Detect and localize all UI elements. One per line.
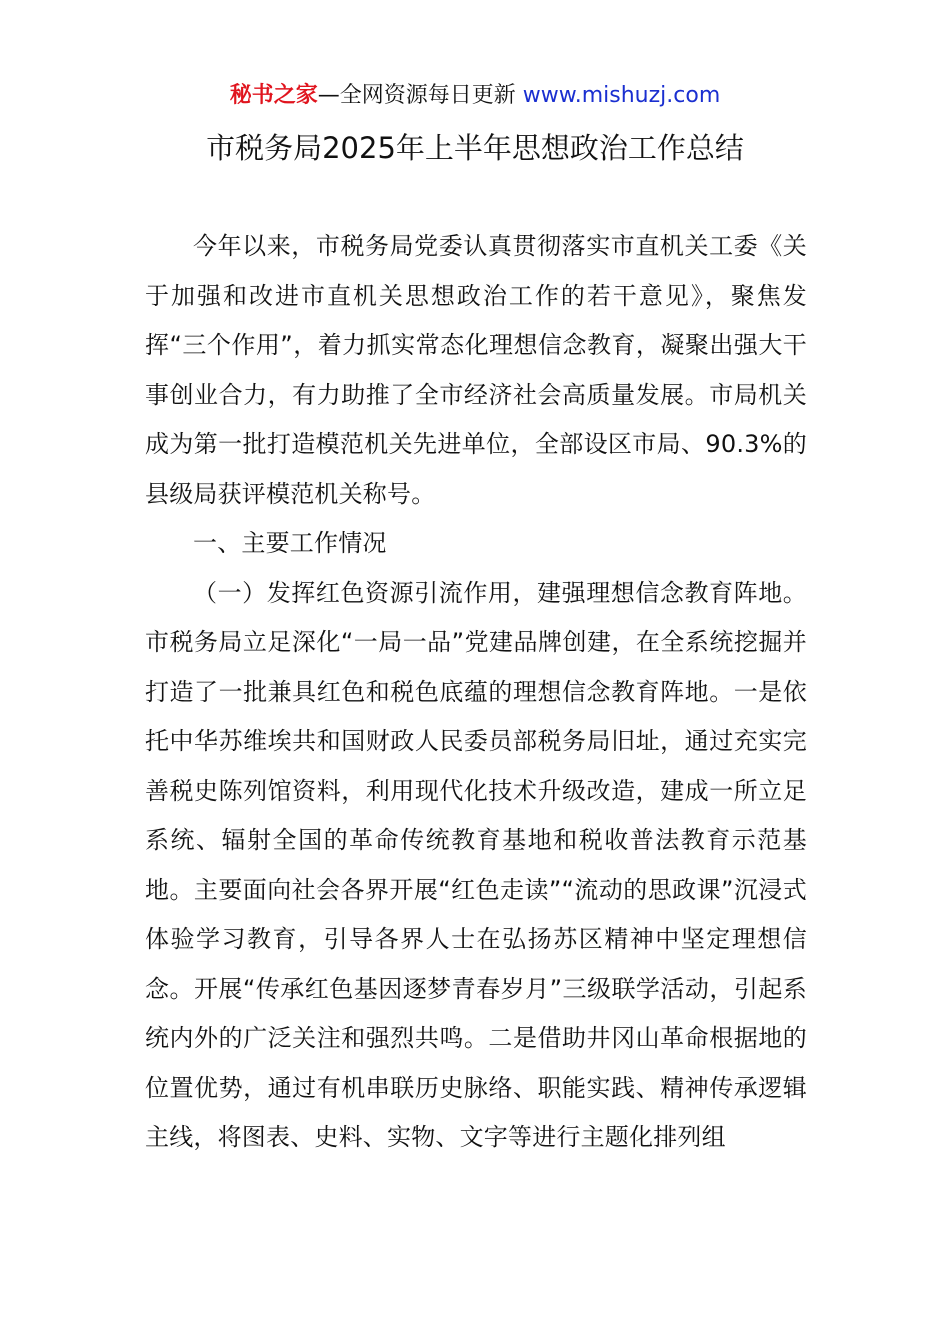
document-body [145, 222, 807, 1163]
intro-paragraph: 今年以来，市税务局党委认真贯彻落实市直机关工委《关于加强和改进市直机关思想政治工作的若干意见》，聚焦发挥“三个作用”，着力抓实常态化理想信念教育，凝聚出强大干事创业合力，有力助推了全市经济社会高质量发展。市局机关成为第一批打造模范机关先进单位，全部设区市局、90.3%的县级局获评模范机关称号。 [145, 232, 807, 508]
subsection-paragraph: （一）发挥红色资源引流作用，建强理想信念教育阵地。市税务局立足深化“一局一品”党建品牌创建，在全系统挖掘并打造了一批兼具红色和税色底蕴的理想信念教育阵地。一是依托中华苏维埃共和国财政人民委员部税务局旧址，通过充实完善税史陈列馆资料，利用现代化技术升级改造，建成一所立足系统、辐射全国的革命传统教育基地和税收普法教育示范基地。主要面向社会各界开展“红色走读”“流动的思政课”沉浸式体验学习教育，引导各界人士在弘扬苏区精神中坚定理想信念。开展“传承红色基因逐梦青春岁月”三级联学活动，引起系统内外的广泛关注和强烈共鸣。二是借助井冈山革命根据地的位置优势，通过有机串联历史脉络、职能实践、精神传承逻辑主线，将图表、史料、实物、文字等进行主题化排列组 [145, 578, 807, 1151]
document-title: 市税务局2025年上半年思想政治工作总结 [206, 131, 744, 165]
site-url-link[interactable]: www.mishuzj.com [522, 83, 721, 108]
site-header [0, 80, 950, 112]
site-brand: 秘书之家 [229, 83, 318, 108]
section-heading: 一、主要工作情况 [193, 529, 387, 557]
site-tagline: —全网资源每日更新 [317, 83, 523, 108]
